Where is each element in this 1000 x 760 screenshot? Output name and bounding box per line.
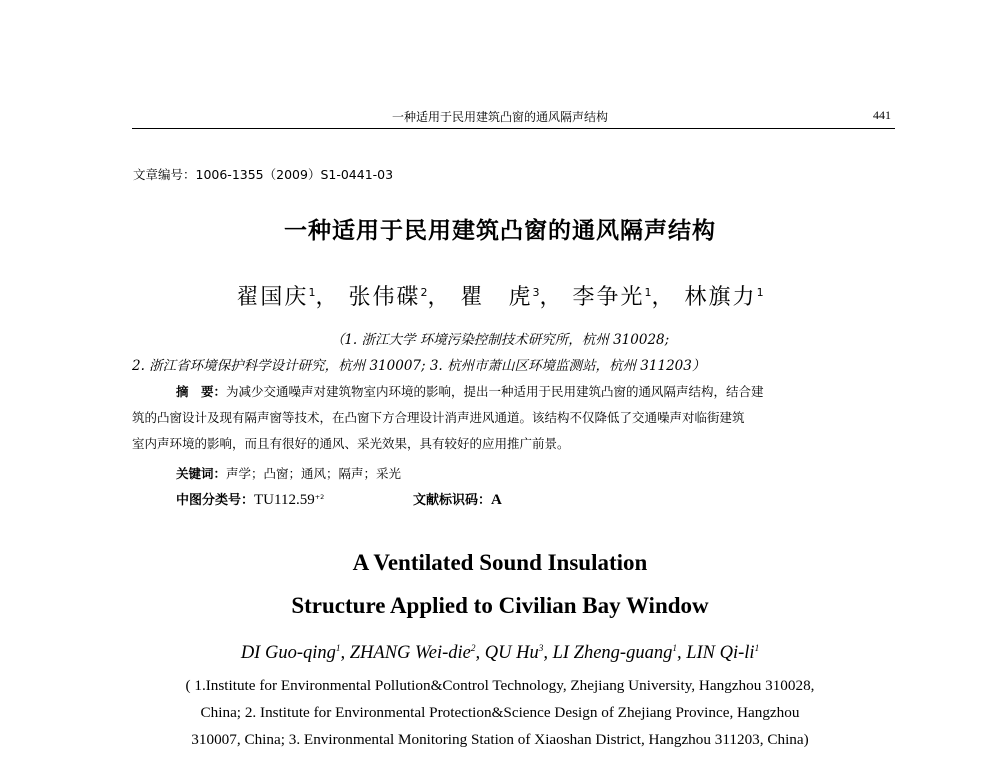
page-number: 441 bbox=[873, 108, 891, 122]
abstract-label: 摘 要： bbox=[176, 384, 227, 399]
chinese-title: 一种适用于民用建筑凸窗的通风隔声结构 bbox=[284, 218, 716, 244]
clc-label: 中图分类号： bbox=[176, 493, 255, 508]
author-en-1: DI Guo-qing$^1$, bbox=[240, 643, 350, 663]
english-title-line-1: A Ventilated Sound Insulation bbox=[352, 550, 648, 575]
document-code-label: 文献标识码： bbox=[413, 493, 492, 508]
author-cn-3: 瞿 虎$^3$， bbox=[460, 285, 564, 310]
author-cn-4: 李争光$^1$， bbox=[572, 285, 676, 310]
author-cn-1: 翟国庆$^1$， bbox=[236, 285, 340, 310]
article-number: 文章编号：1006-1355（2009）S1-0441-03 bbox=[133, 167, 394, 182]
chinese-affiliation-line-1: （1. 浙江大学 环境污染控制技术研究所，杭州 310028; bbox=[330, 332, 670, 348]
author-en-4: LI Zheng-guang$^1$, bbox=[552, 643, 687, 663]
keywords-label: 关键词： bbox=[176, 466, 227, 481]
clc-number bbox=[176, 489, 324, 509]
english-authors bbox=[0, 643, 1000, 664]
author-cn-5: 林旗力$^1$ bbox=[684, 285, 764, 310]
keywords-value: 声学；凸窗；通风；隔声；采光 bbox=[226, 466, 402, 481]
author-en-5: LIN $Qi-li^1$ bbox=[686, 643, 760, 663]
english-title-line-2: Structure Applied to Civilian Bay Window bbox=[291, 593, 709, 618]
clc-value: TU112.59 bbox=[254, 492, 315, 508]
english-affiliation-line-2: China; 2. Institute for Environmental Protection&Science Design of Zhejiang Province, Hangzhou bbox=[200, 704, 800, 721]
chinese-authors bbox=[0, 280, 1000, 311]
header-rule bbox=[132, 128, 895, 129]
author-en-3: QU Hu$^3$, bbox=[484, 643, 553, 663]
running-header-title: 一种适用于民用建筑凸窗的通风隔声结构 bbox=[391, 110, 608, 124]
document-code bbox=[413, 489, 502, 509]
abstract-cn-line-2: 筑的凸窗设计及现有隔声窗等技术，在凸窗下方合理设计消声进风通道。该结构不仅降低了交通噪声对临街建筑 bbox=[132, 410, 745, 425]
keywords-cn bbox=[176, 464, 401, 482]
clc-superscript: +2 bbox=[314, 493, 325, 502]
author-en-2: ZHANG Wei-die$^2$, bbox=[349, 643, 485, 663]
document-code-value: A bbox=[491, 492, 502, 508]
english-affiliation-line-1: ( 1.Institute for Environmental Pollution&Control Technology, Zhejiang University, Hangzhou 310028, bbox=[185, 677, 815, 694]
abstract-cn-line-1: 摘 要：为减少交通噪声对建筑物室内环境的影响，提出一种适用于民用建筑凸窗的通风隔声结构，结合建 bbox=[176, 384, 764, 399]
author-cn-2: 张伟碟$^2$， bbox=[348, 285, 452, 310]
abstract-cn-line-3: 室内声环境的影响，而且有很好的通风、采光效果，具有较好的应用推广前景。 bbox=[132, 436, 570, 451]
chinese-affiliation-line-2: 2. 浙江省环境保护科学设计研究，杭州 310007; 3. 杭州市萧山区环境监测站，杭州 311203） bbox=[132, 358, 706, 374]
english-affiliation-line-3: 310007, China; 3. Environmental Monitoring Station of Xiaoshan District, Hangzhou 311203, China) bbox=[191, 731, 809, 748]
